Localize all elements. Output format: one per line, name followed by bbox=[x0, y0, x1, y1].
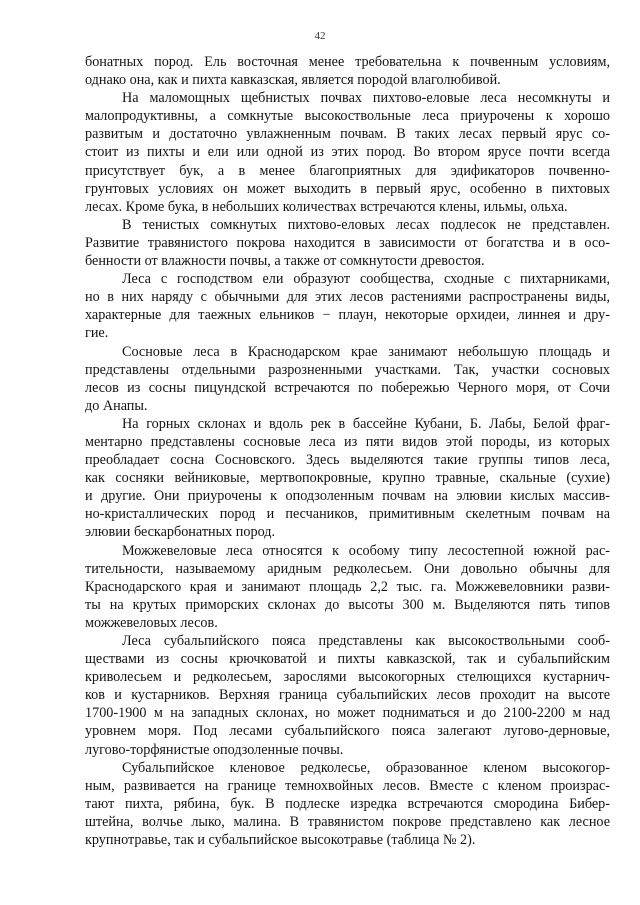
text-line: 1700-1900 м на западных склонах, но может подниматься и до 2100-2200 м над bbox=[85, 705, 610, 722]
paragraph bbox=[85, 759, 610, 849]
text-line: можжевеловых лесов. bbox=[85, 614, 218, 631]
text-line: На маломощных щебнистых почвах пихтово-еловые леса несомкнуты и bbox=[122, 90, 610, 107]
text-line: тают пихта, рябина, бук. В подлеске изредка встречаются смородина Бибер- bbox=[85, 795, 610, 812]
text-line: развитым и достаточно увлажненным почвам. В таких лесах первый ярус со- bbox=[85, 126, 610, 143]
text-line: и другие. Они приурочены к оподзоленным почвам на элювии кислых массив- bbox=[85, 488, 610, 505]
text-line: Леса с господством ели образуют сообщества, сходные с пихтарниками, bbox=[122, 271, 610, 288]
text-line: элювии бескарбонатных пород. bbox=[85, 524, 276, 541]
text-line: как сосняки вейниковые, мертвопокровные, крупно травные, скальные (сухие) bbox=[85, 470, 610, 487]
page-number: 42 bbox=[314, 30, 326, 42]
text-line: штейна, волчье лыко, малина. В травянистом покрове представлено как лесное bbox=[85, 813, 610, 830]
text-line: Можжевеловые леса относятся к особому типу лесостепной южной рас- bbox=[122, 542, 610, 559]
text-line: Леса субальпийского пояса представлены как высокоствольными сооб- bbox=[122, 633, 610, 649]
text-line: В тенистых сомкнутых пихтово-еловых лесах подлесок не представлен. bbox=[122, 216, 610, 233]
text-line: криволесьем и редколесьем, зарослями высокогорных стелющихся кустарнич- bbox=[85, 669, 610, 686]
text-line: малопродуктивны, а сомкнутые высокоствольные леса приурочены к хорошо bbox=[85, 108, 610, 125]
paragraph bbox=[85, 216, 610, 270]
text-line: крупнотравье, так и субальпийское высокотравье (таблица № 2). bbox=[85, 832, 476, 849]
paragraph bbox=[85, 89, 610, 216]
text-line: ты на крутых приморских склонах до высоты 300 м. Выделяются пять типов bbox=[85, 596, 610, 613]
paragraph bbox=[85, 542, 610, 632]
text-line: Краснодарского края и занимают площадь 2,2 тыс. га. Можжевеловники разви- bbox=[85, 578, 610, 595]
text-line: лесах. Кроме бука, в небольших количествах встречаются клены, ильмы, ольха. bbox=[85, 198, 568, 215]
paragraph bbox=[85, 270, 610, 342]
text-line: ментарно представлены сосновые леса из пяти видов этой породы, из которых bbox=[85, 433, 610, 450]
text-line: стоит из пихты и ели или одной из этих пород. Во втором ярусе почти всегда bbox=[85, 144, 610, 161]
text-line: характерные для таежных ельников − плаун, некоторые орхидеи, линнея и дру- bbox=[85, 307, 610, 324]
text-line: ществами из сосны крючковатой и пихты кавказской, так и субальпийским bbox=[85, 651, 610, 668]
text-line: уровнем моря. Под лесами субальпийского пояса залегают лугово-дерновые, bbox=[85, 723, 610, 740]
text-line: лесов из сосны пицундской встречаются по побережью Черного моря, от Сочи bbox=[85, 379, 610, 396]
paragraph bbox=[85, 53, 610, 89]
text-line: лугово-торфянистые оподзоленные почвы. bbox=[85, 741, 344, 758]
text-line: представлены отдельными разрозненными участками. Так, участки сосновых bbox=[85, 361, 610, 378]
text-line: до Анапы. bbox=[85, 397, 148, 414]
text-line: гие. bbox=[85, 325, 109, 342]
text-line: Развитие травянистого покрова находится в зависимости от богатства и в осо- bbox=[85, 234, 610, 251]
paragraph bbox=[85, 415, 610, 542]
text-line: Сосновые леса в Краснодарском крае занимают небольшую площадь и bbox=[122, 343, 610, 360]
text-line: присутствует бук, а в менее благоприятных для эдификаторов почвенно- bbox=[85, 162, 610, 179]
text-line: На горных склонах и вдоль рек в бассейне Кубани, Б. Лабы, Белой фраг- bbox=[122, 415, 610, 432]
paragraph bbox=[85, 632, 610, 759]
text-line: тительности, называемому аридным редколесьем. Они довольно обычны для bbox=[85, 560, 610, 577]
text-line: грунтовых условиях он может выходить в первый ярус, особенно в пихтовых bbox=[85, 180, 610, 197]
text-line: бенности от влажности почвы, а также от сомкнутости древостоя. bbox=[85, 253, 485, 270]
text-line: ков и кустарников. Верхняя граница субальпийских лесов проходит на высоте bbox=[85, 687, 610, 704]
text-line: Субальпийское кленовое редколесье, образованное кленом высокогор- bbox=[122, 759, 610, 776]
text-line: но в них наряду с обычными для этих лесов растениями распространены виды, bbox=[85, 289, 610, 306]
text-line: однако она, как и пихта кавказская, является породой влаголюбивой. bbox=[85, 72, 501, 89]
body-text bbox=[85, 53, 610, 849]
text-line: бонатных пород. Ель восточная менее требовательна к почвенным условиям, bbox=[85, 54, 610, 70]
text-line: ным, развивается на границе темнохвойных лесов. Вместе с кленом произрас- bbox=[85, 777, 610, 794]
paragraph bbox=[85, 343, 610, 415]
text-line: но-кристаллических пород и песчаников, примитивным скелетным почвам на bbox=[85, 506, 610, 523]
text-line: преобладает сосна Сосновского. Здесь выделяются такие группы типов леса, bbox=[85, 452, 610, 469]
